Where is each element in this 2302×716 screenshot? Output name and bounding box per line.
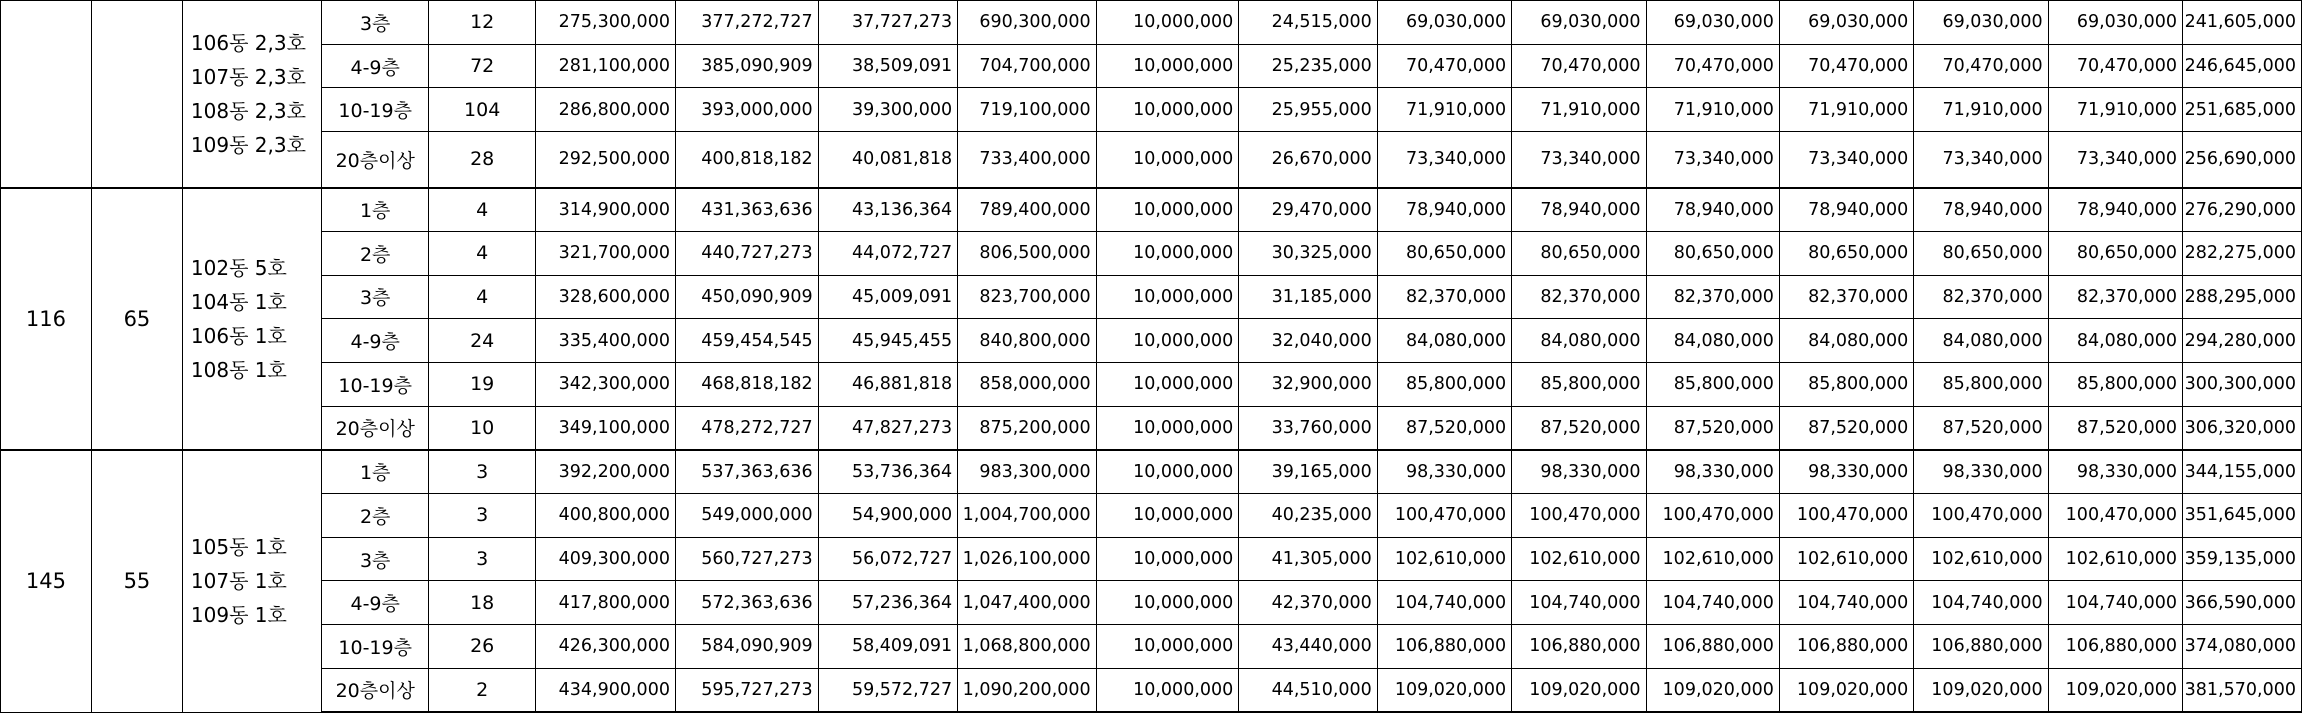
amount-cell: 690,300,000 (958, 1, 1097, 45)
area-cell: 116 (1, 188, 92, 450)
floor-cell: 1층 (322, 450, 428, 494)
table-body (1, 1, 2302, 713)
units-cell (91, 1, 182, 188)
count-cell: 3 (428, 450, 536, 494)
amount-cell: 719,100,000 (958, 88, 1097, 132)
amount-cell: 10,000,000 (1096, 188, 1239, 232)
amount-cell: 381,570,000 (2183, 668, 2302, 712)
amount-cell: 100,470,000 (1646, 494, 1779, 538)
amount-cell: 87,520,000 (2048, 406, 2182, 450)
amount-cell: 392,200,000 (536, 450, 676, 494)
amount-cell: 1,090,200,000 (958, 668, 1097, 712)
amount-cell: 87,520,000 (1646, 406, 1779, 450)
amount-cell: 82,370,000 (1646, 275, 1779, 319)
amount-cell: 858,000,000 (958, 362, 1097, 406)
amount-cell: 98,330,000 (1779, 450, 1913, 494)
amount-cell: 10,000,000 (1096, 406, 1239, 450)
amount-cell: 80,650,000 (1512, 231, 1646, 275)
amount-cell: 80,650,000 (1914, 231, 2048, 275)
amount-cell: 10,000,000 (1096, 625, 1239, 669)
amount-cell: 42,370,000 (1239, 581, 1378, 625)
amount-cell: 393,000,000 (675, 88, 818, 132)
amount-cell: 98,330,000 (1512, 450, 1646, 494)
building-label: 105동 1호 (190, 535, 287, 560)
amount-cell: 256,690,000 (2183, 132, 2302, 188)
amount-cell: 294,280,000 (2183, 319, 2302, 363)
amount-cell: 71,910,000 (1779, 88, 1913, 132)
amount-cell: 10,000,000 (1096, 132, 1239, 188)
amount-cell: 85,800,000 (1512, 362, 1646, 406)
area-cell: 145 (1, 450, 92, 712)
amount-cell: 549,000,000 (675, 494, 818, 538)
amount-cell: 98,330,000 (1646, 450, 1779, 494)
amount-cell: 70,470,000 (1914, 44, 2048, 88)
amount-cell: 47,827,273 (818, 406, 958, 450)
amount-cell: 87,520,000 (1377, 406, 1511, 450)
amount-cell: 58,409,091 (818, 625, 958, 669)
amount-cell: 281,100,000 (536, 44, 676, 88)
amount-cell: 87,520,000 (1779, 406, 1913, 450)
amount-cell: 78,940,000 (1646, 188, 1779, 232)
table-row (1, 406, 2302, 450)
floor-cell: 2층 (322, 231, 428, 275)
amount-cell: 84,080,000 (1646, 319, 1779, 363)
amount-cell: 431,363,636 (675, 188, 818, 232)
amount-cell: 44,072,727 (818, 231, 958, 275)
amount-cell: 102,610,000 (1512, 537, 1646, 581)
amount-cell: 10,000,000 (1096, 494, 1239, 538)
amount-cell: 30,325,000 (1239, 231, 1378, 275)
amount-cell: 468,818,182 (675, 362, 818, 406)
amount-cell: 24,515,000 (1239, 1, 1378, 45)
amount-cell: 80,650,000 (2048, 231, 2182, 275)
count-cell: 3 (428, 537, 536, 581)
amount-cell: 25,235,000 (1239, 44, 1378, 88)
table-row (1, 450, 2302, 494)
amount-cell: 10,000,000 (1096, 668, 1239, 712)
table-row (1, 231, 2302, 275)
amount-cell: 40,235,000 (1239, 494, 1378, 538)
amount-cell: 10,000,000 (1096, 44, 1239, 88)
amount-cell: 37,727,273 (818, 1, 958, 45)
floor-cell: 10-19층 (322, 625, 428, 669)
amount-cell: 595,727,273 (675, 668, 818, 712)
amount-cell: 98,330,000 (1914, 450, 2048, 494)
amount-cell: 409,300,000 (536, 537, 676, 581)
amount-cell: 78,940,000 (1914, 188, 2048, 232)
amount-cell: 46,881,818 (818, 362, 958, 406)
amount-cell: 306,320,000 (2183, 406, 2302, 450)
amount-cell: 478,272,727 (675, 406, 818, 450)
amount-cell: 104,740,000 (1646, 581, 1779, 625)
floor-cell: 4-9층 (322, 44, 428, 88)
amount-cell: 351,645,000 (2183, 494, 2302, 538)
amount-cell: 100,470,000 (1779, 494, 1913, 538)
amount-cell: 45,945,455 (818, 319, 958, 363)
amount-cell: 241,605,000 (2183, 1, 2302, 45)
count-cell: 18 (428, 581, 536, 625)
amount-cell: 102,610,000 (1779, 537, 1913, 581)
amount-cell: 104,740,000 (1512, 581, 1646, 625)
amount-cell: 286,800,000 (536, 88, 676, 132)
amount-cell: 106,880,000 (1779, 625, 1913, 669)
table-row (1, 1, 2302, 45)
amount-cell: 385,090,909 (675, 44, 818, 88)
amount-cell: 10,000,000 (1096, 1, 1239, 45)
table-row (1, 537, 2302, 581)
floor-cell: 10-19층 (322, 362, 428, 406)
amount-cell: 41,305,000 (1239, 537, 1378, 581)
amount-cell: 54,900,000 (818, 494, 958, 538)
floor-cell: 20층이상 (322, 406, 428, 450)
table-row (1, 581, 2302, 625)
amount-cell: 80,650,000 (1779, 231, 1913, 275)
amount-cell: 82,370,000 (1779, 275, 1913, 319)
amount-cell: 85,800,000 (1377, 362, 1511, 406)
amount-cell: 314,900,000 (536, 188, 676, 232)
building-label: 106동 2,3호 (190, 30, 306, 55)
count-cell: 4 (428, 231, 536, 275)
amount-cell: 100,470,000 (1377, 494, 1511, 538)
count-cell: 72 (428, 44, 536, 88)
table-row (1, 625, 2302, 669)
amount-cell: 246,645,000 (2183, 44, 2302, 88)
amount-cell: 300,300,000 (2183, 362, 2302, 406)
amount-cell: 292,500,000 (536, 132, 676, 188)
amount-cell: 1,047,400,000 (958, 581, 1097, 625)
amount-cell: 109,020,000 (1377, 668, 1511, 712)
amount-cell: 104,740,000 (2048, 581, 2182, 625)
amount-cell: 282,275,000 (2183, 231, 2302, 275)
table-row (1, 362, 2302, 406)
amount-cell: 73,340,000 (1914, 132, 2048, 188)
floor-cell: 2층 (322, 494, 428, 538)
amount-cell: 1,026,100,000 (958, 537, 1097, 581)
amount-cell: 328,600,000 (536, 275, 676, 319)
amount-cell: 572,363,636 (675, 581, 818, 625)
amount-cell: 26,670,000 (1239, 132, 1378, 188)
floor-cell: 20층이상 (322, 132, 428, 188)
amount-cell: 56,072,727 (818, 537, 958, 581)
amount-cell: 85,800,000 (1646, 362, 1779, 406)
amount-cell: 82,370,000 (1512, 275, 1646, 319)
amount-cell: 59,572,727 (818, 668, 958, 712)
amount-cell: 70,470,000 (1377, 44, 1511, 88)
table-row (1, 668, 2302, 712)
amount-cell: 102,610,000 (2048, 537, 2182, 581)
amount-cell: 106,880,000 (1646, 625, 1779, 669)
amount-cell: 106,880,000 (1914, 625, 2048, 669)
amount-cell: 33,760,000 (1239, 406, 1378, 450)
amount-cell: 10,000,000 (1096, 275, 1239, 319)
amount-cell: 69,030,000 (1779, 1, 1913, 45)
amount-cell: 85,800,000 (1779, 362, 1913, 406)
count-cell: 26 (428, 625, 536, 669)
count-cell: 4 (428, 275, 536, 319)
count-cell: 2 (428, 668, 536, 712)
floor-cell: 1층 (322, 188, 428, 232)
floor-cell: 3층 (322, 537, 428, 581)
units-cell: 55 (91, 450, 182, 712)
floor-cell: 20층이상 (322, 668, 428, 712)
amount-cell: 31,185,000 (1239, 275, 1378, 319)
amount-cell: 87,520,000 (1914, 406, 2048, 450)
floor-cell: 3층 (322, 1, 428, 45)
table-row (1, 44, 2302, 88)
building-cell (182, 1, 322, 188)
amount-cell: 100,470,000 (2048, 494, 2182, 538)
amount-cell: 104,740,000 (1377, 581, 1511, 625)
amount-cell: 69,030,000 (1646, 1, 1779, 45)
building-label: 108동 1호 (190, 357, 287, 382)
amount-cell: 78,940,000 (1779, 188, 1913, 232)
table-row (1, 132, 2302, 188)
amount-cell: 80,650,000 (1377, 231, 1511, 275)
amount-cell: 1,004,700,000 (958, 494, 1097, 538)
amount-cell: 102,610,000 (1646, 537, 1779, 581)
building-label: 104동 1호 (190, 289, 287, 314)
amount-cell: 733,400,000 (958, 132, 1097, 188)
count-cell: 28 (428, 132, 536, 188)
amount-cell: 344,155,000 (2183, 450, 2302, 494)
amount-cell: 71,910,000 (1646, 88, 1779, 132)
building-cell (182, 450, 322, 712)
amount-cell: 70,470,000 (1512, 44, 1646, 88)
amount-cell: 10,000,000 (1096, 88, 1239, 132)
count-cell: 24 (428, 319, 536, 363)
amount-cell: 450,090,909 (675, 275, 818, 319)
amount-cell: 400,818,182 (675, 132, 818, 188)
amount-cell: 789,400,000 (958, 188, 1097, 232)
amount-cell: 78,940,000 (1377, 188, 1511, 232)
floor-cell: 10-19층 (322, 88, 428, 132)
amount-cell: 106,880,000 (1377, 625, 1511, 669)
floor-cell: 4-9층 (322, 581, 428, 625)
amount-cell: 40,081,818 (818, 132, 958, 188)
units-cell: 65 (91, 188, 182, 450)
table-row (1, 188, 2302, 232)
amount-cell: 349,100,000 (536, 406, 676, 450)
amount-cell: 102,610,000 (1914, 537, 2048, 581)
building-label: 107동 2,3호 (190, 64, 306, 89)
amount-cell: 109,020,000 (2048, 668, 2182, 712)
amount-cell: 44,510,000 (1239, 668, 1378, 712)
amount-cell: 1,068,800,000 (958, 625, 1097, 669)
amount-cell: 342,300,000 (536, 362, 676, 406)
amount-cell: 71,910,000 (1512, 88, 1646, 132)
amount-cell: 109,020,000 (1779, 668, 1913, 712)
building-label: 107동 1호 (190, 569, 287, 594)
amount-cell: 10,000,000 (1096, 362, 1239, 406)
table-row (1, 88, 2302, 132)
amount-cell: 288,295,000 (2183, 275, 2302, 319)
building-label: 109동 2,3호 (190, 132, 306, 157)
amount-cell: 100,470,000 (1512, 494, 1646, 538)
building-label: 109동 1호 (190, 603, 287, 628)
amount-cell: 806,500,000 (958, 231, 1097, 275)
count-cell: 104 (428, 88, 536, 132)
table-row (1, 319, 2302, 363)
amount-cell: 104,740,000 (1779, 581, 1913, 625)
amount-cell: 10,000,000 (1096, 450, 1239, 494)
amount-cell: 875,200,000 (958, 406, 1097, 450)
amount-cell: 823,700,000 (958, 275, 1097, 319)
amount-cell: 434,900,000 (536, 668, 676, 712)
amount-cell: 82,370,000 (1377, 275, 1511, 319)
building-label: 106동 1호 (190, 323, 287, 348)
amount-cell: 85,800,000 (2048, 362, 2182, 406)
amount-cell: 73,340,000 (2048, 132, 2182, 188)
amount-cell: 80,650,000 (1646, 231, 1779, 275)
amount-cell: 39,165,000 (1239, 450, 1378, 494)
table-row (1, 275, 2302, 319)
amount-cell: 106,880,000 (2048, 625, 2182, 669)
floor-cell: 4-9층 (322, 319, 428, 363)
amount-cell: 82,370,000 (2048, 275, 2182, 319)
amount-cell: 560,727,273 (675, 537, 818, 581)
amount-cell: 104,740,000 (1914, 581, 2048, 625)
amount-cell: 82,370,000 (1914, 275, 2048, 319)
amount-cell: 38,509,091 (818, 44, 958, 88)
amount-cell: 53,736,364 (818, 450, 958, 494)
amount-cell: 85,800,000 (1914, 362, 2048, 406)
amount-cell: 32,900,000 (1239, 362, 1378, 406)
amount-cell: 98,330,000 (1377, 450, 1511, 494)
amount-cell: 704,700,000 (958, 44, 1097, 88)
amount-cell: 459,454,545 (675, 319, 818, 363)
amount-cell: 417,800,000 (536, 581, 676, 625)
amount-cell: 366,590,000 (2183, 581, 2302, 625)
count-cell: 12 (428, 1, 536, 45)
amount-cell: 106,880,000 (1512, 625, 1646, 669)
amount-cell: 70,470,000 (2048, 44, 2182, 88)
amount-cell: 71,910,000 (1914, 88, 2048, 132)
amount-cell: 321,700,000 (536, 231, 676, 275)
amount-cell: 400,800,000 (536, 494, 676, 538)
amount-cell: 102,610,000 (1377, 537, 1511, 581)
amount-cell: 537,363,636 (675, 450, 818, 494)
amount-cell: 70,470,000 (1646, 44, 1779, 88)
amount-cell: 69,030,000 (1512, 1, 1646, 45)
amount-cell: 78,940,000 (2048, 188, 2182, 232)
amount-cell: 10,000,000 (1096, 537, 1239, 581)
amount-cell: 840,800,000 (958, 319, 1097, 363)
amount-cell: 377,272,727 (675, 1, 818, 45)
amount-cell: 584,090,909 (675, 625, 818, 669)
amount-cell: 69,030,000 (1377, 1, 1511, 45)
amount-cell: 109,020,000 (1646, 668, 1779, 712)
amount-cell: 251,685,000 (2183, 88, 2302, 132)
amount-cell: 43,440,000 (1239, 625, 1378, 669)
amount-cell: 70,470,000 (1779, 44, 1913, 88)
amount-cell: 78,940,000 (1512, 188, 1646, 232)
amount-cell: 32,040,000 (1239, 319, 1378, 363)
amount-cell: 98,330,000 (2048, 450, 2182, 494)
amount-cell: 440,727,273 (675, 231, 818, 275)
building-cell (182, 188, 322, 450)
amount-cell: 84,080,000 (1512, 319, 1646, 363)
amount-cell: 109,020,000 (1914, 668, 2048, 712)
amount-cell: 87,520,000 (1512, 406, 1646, 450)
amount-cell: 426,300,000 (536, 625, 676, 669)
amount-cell: 275,300,000 (536, 1, 676, 45)
amount-cell: 71,910,000 (1377, 88, 1511, 132)
building-label: 108동 2,3호 (190, 98, 306, 123)
amount-cell: 69,030,000 (1914, 1, 2048, 45)
count-cell: 4 (428, 188, 536, 232)
amount-cell: 43,136,364 (818, 188, 958, 232)
amount-cell: 69,030,000 (2048, 1, 2182, 45)
amount-cell: 374,080,000 (2183, 625, 2302, 669)
count-cell: 19 (428, 362, 536, 406)
building-label: 102동 5호 (190, 255, 287, 280)
amount-cell: 10,000,000 (1096, 231, 1239, 275)
count-cell: 10 (428, 406, 536, 450)
amount-cell: 983,300,000 (958, 450, 1097, 494)
amount-cell: 84,080,000 (1779, 319, 1913, 363)
amount-cell: 276,290,000 (2183, 188, 2302, 232)
amount-cell: 29,470,000 (1239, 188, 1378, 232)
amount-cell: 84,080,000 (1914, 319, 2048, 363)
amount-cell: 73,340,000 (1646, 132, 1779, 188)
amount-cell: 39,300,000 (818, 88, 958, 132)
amount-cell: 109,020,000 (1512, 668, 1646, 712)
amount-cell: 359,135,000 (2183, 537, 2302, 581)
amount-cell: 71,910,000 (2048, 88, 2182, 132)
area-cell (1, 1, 92, 188)
amount-cell: 45,009,091 (818, 275, 958, 319)
amount-cell: 73,340,000 (1512, 132, 1646, 188)
amount-cell: 10,000,000 (1096, 319, 1239, 363)
amount-cell: 335,400,000 (536, 319, 676, 363)
amount-cell: 73,340,000 (1779, 132, 1913, 188)
amount-cell: 10,000,000 (1096, 581, 1239, 625)
table-row (1, 494, 2302, 538)
amount-cell: 100,470,000 (1914, 494, 2048, 538)
amount-cell: 84,080,000 (1377, 319, 1511, 363)
count-cell: 3 (428, 494, 536, 538)
amount-cell: 25,955,000 (1239, 88, 1378, 132)
amount-cell: 84,080,000 (2048, 319, 2182, 363)
floor-cell: 3층 (322, 275, 428, 319)
amount-cell: 73,340,000 (1377, 132, 1511, 188)
amount-cell: 57,236,364 (818, 581, 958, 625)
